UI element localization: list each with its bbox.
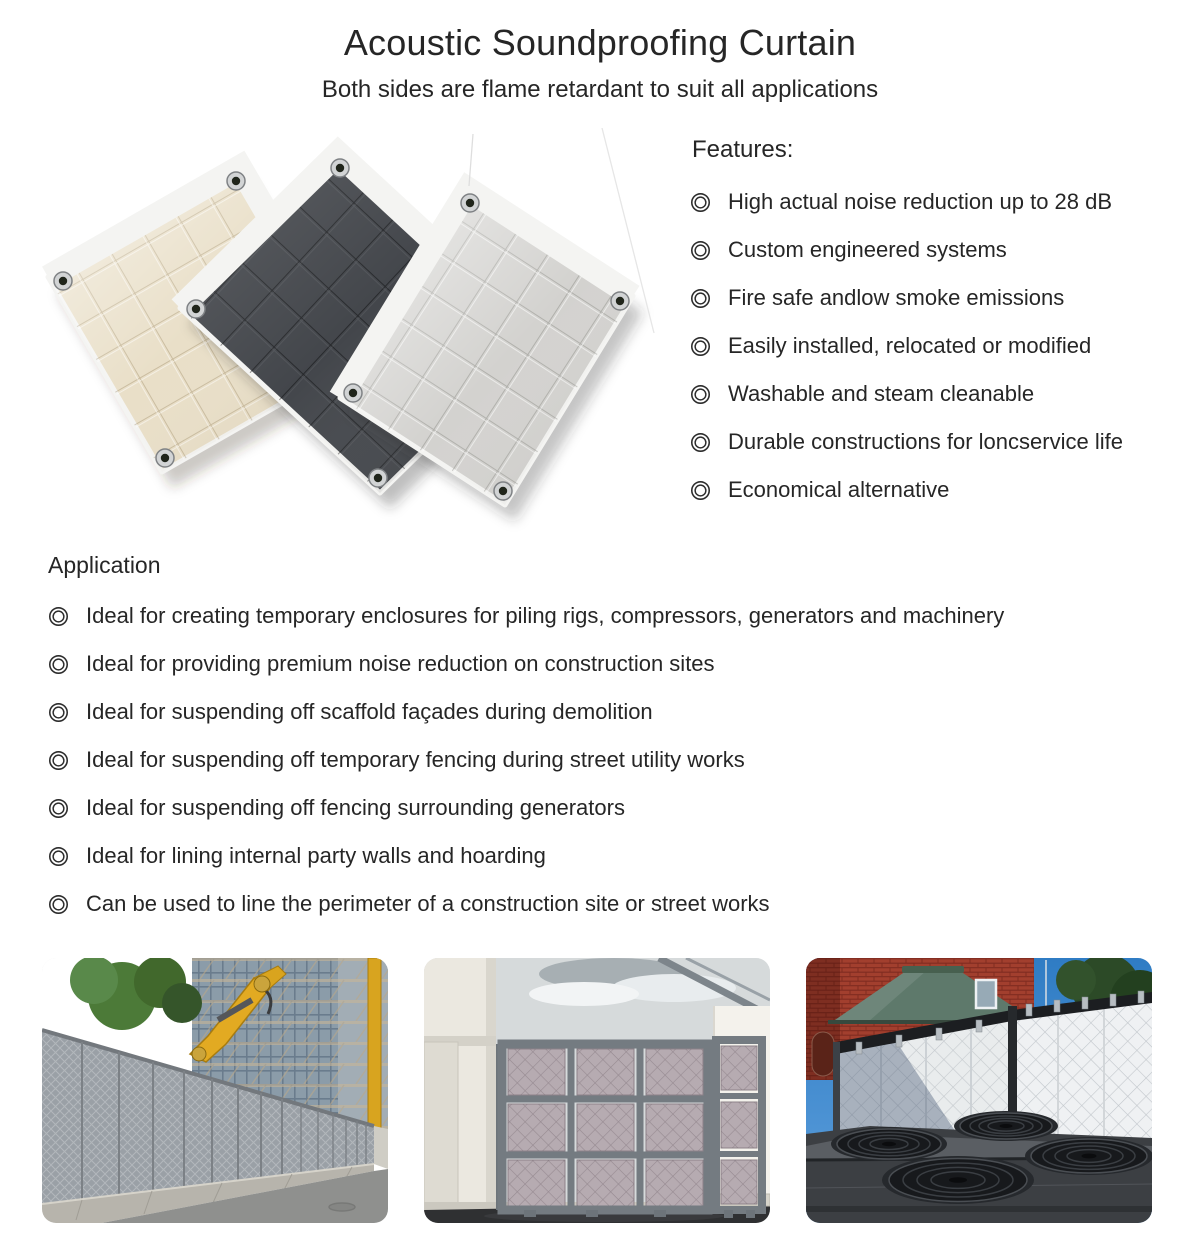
application-text: Ideal for providing premium noise reduction on construction sites [86, 651, 715, 676]
grommet-icon [156, 449, 174, 467]
application-heading: Application [48, 552, 161, 578]
feature-item [690, 274, 1190, 322]
feature-item [690, 370, 1190, 418]
application-item [48, 832, 1168, 880]
bullet-icon [690, 384, 711, 405]
grommet-icon [461, 194, 479, 212]
grommet-icon [227, 172, 245, 190]
gate-side-leaf [716, 1040, 762, 1218]
application-list [48, 592, 1168, 928]
bullet-icon [48, 606, 69, 627]
application-text: Ideal for lining internal party walls and hoarding [86, 843, 546, 868]
page-subtitle: Both sides are flame retardant to suit all applications [321, 76, 879, 103]
photo-equipment-enclosure [806, 958, 1152, 1223]
application-text: Can be used to line the perimeter of a construction site or street works [86, 891, 770, 916]
photo-acoustic-gate-image [424, 958, 770, 1223]
bullet-icon [48, 846, 69, 867]
bullet-icon [690, 240, 711, 261]
fan-left [831, 1127, 947, 1161]
gate-main [496, 1044, 708, 1217]
photo-equipment-enclosure-image [806, 958, 1152, 1223]
grommet-icon [494, 482, 512, 500]
grommet-icon [187, 300, 205, 318]
product-image-curtain-panels [40, 128, 680, 532]
application-item [48, 784, 1168, 832]
application-item [48, 592, 1168, 640]
bullet-icon [48, 750, 69, 771]
fan-back-center [954, 1111, 1058, 1141]
grommet-icon [331, 159, 349, 177]
application-item [48, 880, 1168, 928]
application-text: Ideal for creating temporary enclosures for piling rigs, compressors, generators and machinery [86, 603, 1005, 628]
page-title: Acoustic Soundproofing Curtain [343, 22, 857, 63]
grommet-icon [369, 469, 387, 487]
feature-text: High actual noise reduction up to 28 dB [728, 189, 1113, 214]
feature-text: Fire safe andlow smoke emissions [728, 285, 1065, 310]
features-list [690, 178, 1190, 514]
feature-text: Washable and steam cleanable [728, 381, 1035, 406]
bullet-icon [690, 192, 711, 213]
application-text: Ideal for suspending off temporary fencing during street utility works [86, 747, 745, 772]
feature-item [690, 418, 1190, 466]
bullet-icon [48, 654, 69, 675]
bullet-icon [690, 432, 711, 453]
grommet-icon [344, 384, 362, 402]
bullet-icon [48, 894, 69, 915]
bullet-icon [48, 798, 69, 819]
feature-item [690, 178, 1190, 226]
feature-item [690, 322, 1190, 370]
fan-front-center [882, 1156, 1034, 1204]
features-heading: Features: [692, 136, 794, 163]
photo-noise-barrier-street-image [42, 958, 388, 1223]
bullet-icon [690, 288, 711, 309]
grommet-icon [611, 292, 629, 310]
bullet-icon [48, 702, 69, 723]
application-item [48, 688, 1168, 736]
application-item [48, 736, 1168, 784]
feature-text: Durable constructions for loncservice life [728, 429, 1123, 454]
feature-text: Custom engineered systems [728, 237, 1007, 262]
features-section [690, 136, 1190, 514]
fan-right [1025, 1137, 1152, 1175]
application-section [48, 552, 1168, 928]
feature-item [690, 226, 1190, 274]
feature-item [690, 466, 1190, 514]
application-item [48, 640, 1168, 688]
feature-text: Economical alternative [728, 477, 950, 502]
bullet-icon [690, 480, 711, 501]
feature-text: Easily installed, relocated or modified [728, 333, 1092, 358]
application-text: Ideal for suspending off fencing surrounding generators [86, 795, 625, 820]
application-text: Ideal for suspending off scaffold façades during demolition [86, 699, 653, 724]
grommet-icon [54, 272, 72, 290]
bullet-icon [690, 336, 711, 357]
photo-acoustic-gate [424, 958, 770, 1223]
photo-noise-barrier-street [42, 958, 388, 1223]
installation-photos [42, 958, 1152, 1223]
